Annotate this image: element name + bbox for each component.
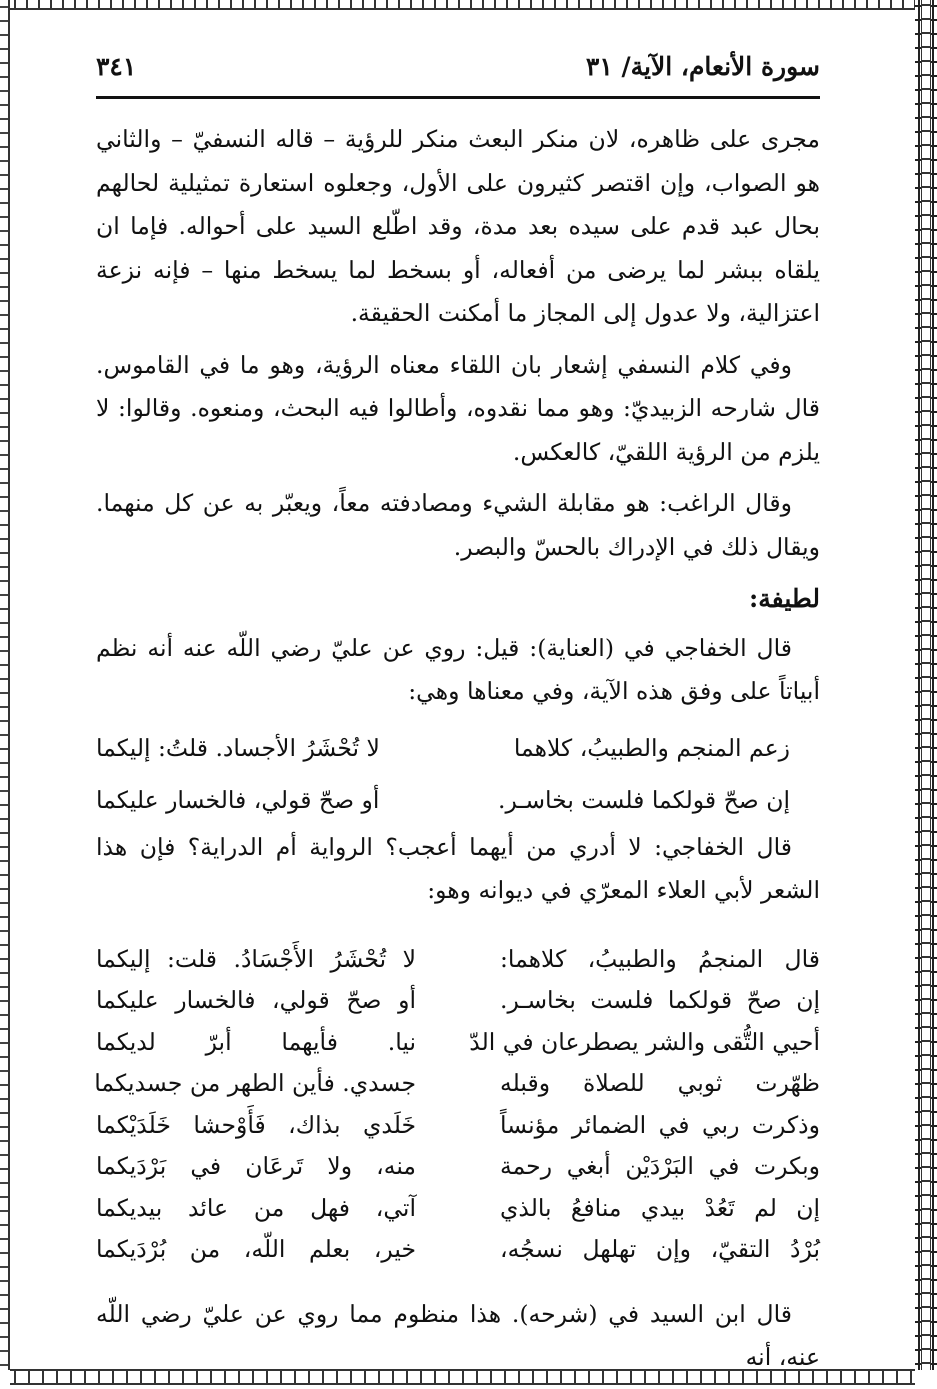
- verse-second-hemistich: لا تُحْشَرُ الأجساد. قلتُ: إليكما: [96, 733, 380, 762]
- surah-title: سورة الأنعام، الآية/ ٣١: [585, 52, 820, 81]
- khafaji-comment: قال الخفاجي: لا أدري من أيهما أعجب؟ الرواية أم الدراية؟ فإن هذا الشعر لأبي العلاء المعرّي في ديوانه وهو:: [96, 832, 820, 904]
- verse-first-hemistich: أحيي التُّقى والشر يصطرعان في الدّ: [469, 1027, 820, 1056]
- verse-first-hemistich: ظهّرت ثوبي للصلاة وقبله: [500, 1069, 820, 1097]
- poem-first-column: [469, 939, 820, 1271]
- verse-second-hemistich: خَلَدي بذاك، فَأَوْحشا خَلَدَيْكما: [96, 1110, 416, 1139]
- verse-first-hemistich: قال المنجمُ والطبيبُ، كلاهما:: [500, 944, 820, 973]
- short-poem: [96, 722, 820, 826]
- page-header: [96, 50, 820, 99]
- paragraph-3: وقال الراغب: هو مقابلة الشيء ومصادفته معاً، ويعبّر به عن كل منهما. ويقال ذلك في الإدراك بالحسّ والبصر.: [96, 489, 820, 561]
- verse-second-hemistich: منه، ولا تَرعَان في بَرْدَيكما: [96, 1152, 416, 1180]
- verse-second-hemistich: أو صحّ قولي، فالخسار عليكما: [96, 986, 416, 1014]
- top-border: [10, 0, 915, 10]
- verse-first-hemistich: زعم المنجم والطبيبُ، كلاهما: [513, 733, 790, 762]
- section-heading: لطيفة:: [749, 584, 820, 613]
- verse-line: [96, 774, 820, 826]
- long-poem: [96, 939, 820, 1271]
- verse-second-hemistich: آتي، فهل من عائد بيديكما: [96, 1193, 416, 1222]
- final-paragraph: قال ابن السيد في (شرحه). هذا منظوم مما روي عن عليّ رضي اللّه عنه، أنه: [96, 1299, 820, 1371]
- verse-second-hemistich: نيا. فأيهما أبرّ لديكما: [96, 1027, 416, 1056]
- paragraph-2: وفي كلام النسفي إشعار بان اللقاء معناه الرؤية، وهو ما في القاموس. قال شارحه الزبيديّ: وهو مما نقدوه، وأطالوا فيه البحث، ومنعوه. وقالوا: لا يلزم من الرؤية اللقيّ، كالعكس.: [96, 350, 820, 466]
- verse-first-hemistich: إن لم تَعُدْ بيدي منافعُ بالذي: [500, 1193, 820, 1222]
- verse-second-hemistich: لا تُحْشَرُ الأَجْسَادُ. قلت: إليكما: [96, 944, 416, 973]
- verse-second-hemistich: خير، بعلم اللّه، من بُرْدَيكما: [96, 1235, 416, 1263]
- right-chain-border: [915, 0, 937, 1370]
- khafaji-intro: قال الخفاجي في (العناية): قيل: روي عن عليّ رضي اللّه عنه أنه نظم أبياتاً على وفق هذه الآية، وفي معناها وهي:: [96, 633, 820, 705]
- verse-first-hemistich: بُرْدُ التقيّ، وإن تهلهل نسجُه،: [500, 1235, 820, 1263]
- page-body: [96, 118, 820, 1380]
- verse-line: [96, 722, 820, 774]
- verse-second-hemistich: جسدي. فأين الطهر من جسديكما: [94, 1069, 416, 1097]
- page-number: ٣٤١: [96, 52, 137, 81]
- verse-second-hemistich: أو صحّ قولي، فالخسار عليكما: [96, 785, 380, 814]
- left-chain-border: [0, 0, 10, 1370]
- poem-second-column: [96, 939, 416, 1271]
- verse-first-hemistich: إن صحّ قولكما فلست بخاسـر.: [500, 986, 820, 1014]
- verse-first-hemistich: وذكرت ربي في الضمائر مؤنساً: [500, 1110, 820, 1139]
- verse-first-hemistich: إن صحّ قولكما فلست بخاسـر.: [498, 785, 790, 814]
- paragraph-1: مجرى على ظاهره، لان منكر البعث منكر للرؤية – قاله النسفيّ – والثاني هو الصواب، وإن اقتصر كثيرون على الأول، وجعلوه استعارة تمثيلية لحالهم بحال عبد قدم على سيده بعد مدة، وقد اطّلع السيد على أحواله. فإما ان يلقاه ببشر لما يرضى من أفعاله، أو بسخط لما يسخط منها – فإنه نزعة اعتزالية، ولا عدول إلى المجاز ما أمكنت الحقيقة.: [96, 125, 820, 327]
- verse-first-hemistich: وبكرت في البَرْدَيْن أبغي رحمة: [500, 1152, 820, 1180]
